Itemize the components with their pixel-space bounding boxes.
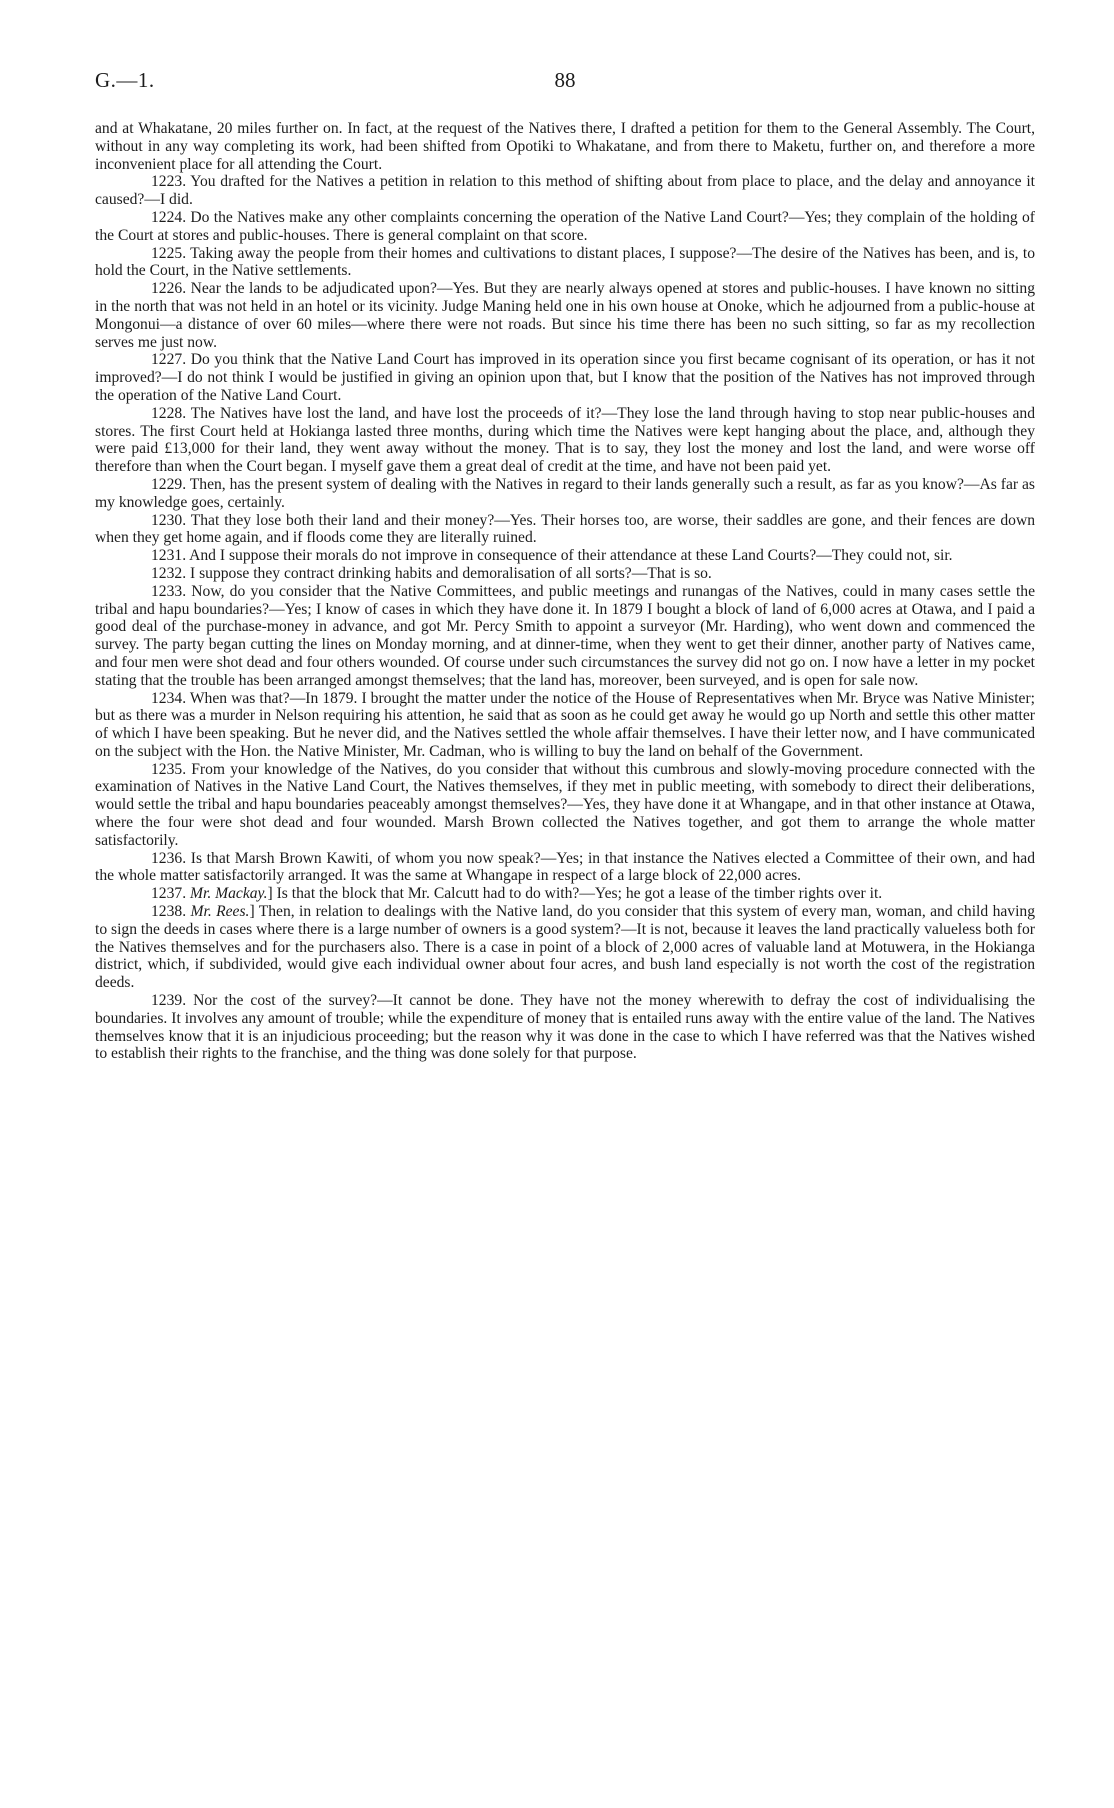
paragraph-1239: 1239. Nor the cost of the survey?—It cannot be done. They have not the money wherewith to defray the cost of individualising the boundaries. It involves any amount of trouble; while the expenditure of money that is entailed runs away with the entire value of the land. The Natives themselves know that it is an injudicious proceeding; but the reason why it was done in the case to which I have referred was that the Natives wished to establish their rights to the franchise, and the thing was done solely for that purpose. — [95, 992, 1035, 1063]
paragraph-1232: 1232. I suppose they contract drinking habits and demoralisation of all sorts?—That is so. — [151, 564, 712, 582]
question-number: 1237. — [151, 885, 187, 903]
paragraph-1227: 1227. Do you think that the Native Land Court has improved in its operation since you first became cognisant of its operation, or has it not improved?—I do not think I would be justified in giving an opinion upon that, but I know that the position of the Natives has not improved through the operation of the Native Land Court. — [95, 351, 1035, 404]
speaker-name: Mr. Mackay. — [190, 885, 268, 903]
paragraph-1237 — [95, 885, 1035, 903]
paragraph-1236: 1236. Is that Marsh Brown Kawiti, of whom you now speak?—Yes; in that instance the Natives elected a Committee of their own, and had the whole matter satisfactorily arranged. It was the same at Whangape in respect of a large block of 22,000 acres. — [95, 849, 1035, 885]
paragraph-1224: 1224. Do the Natives make any other complaints concerning the operation of the Native Land Court?—Yes; they complain of the holding of the Court at stores and public-houses. There is general complaint on that score. — [95, 208, 1035, 244]
paragraph-1225: 1225. Taking away the people from their homes and cultivations to distant places, I suppose?—The desire of the Natives has been, and is, to hold the Court, in the Native settlements. — [95, 244, 1035, 280]
paragraph-1233: 1233. Now, do you consider that the Native Committees, and public meetings and runangas of the Natives, could in many cases settle the tribal and hapu boundaries?—Yes; I know of cases in which they have done it. In 1879 I bought a block of land of 6,000 acres at Otawa, and I paid a good deal of the purchase-money in advance, and got Mr. Percy Smith to appoint a surveyor (Mr. Harding), who went down and commenced the survey. The party began cutting the lines on Monday morning, and at dinner-time, when they went to get their dinner, another party of Natives came, and four men were shot dead and four others wounded. Of course under such circumstances the survey did not go on. I now have a letter in my pocket stating that the trouble has been arranged amongst themselves; that the land has, moreover, been surveyed, and is open for sale now. — [95, 582, 1035, 689]
page-header — [95, 68, 1035, 98]
question-text: ] Is that the block that Mr. Calcutt had to do with?—Yes; he got a lease of the timber rights over it. — [267, 885, 883, 903]
paragraph-1231: 1231. And I suppose their morals do not improve in consequence of their attendance at these Land Courts?—They could not, sir. — [151, 547, 953, 565]
paragraph-continued: and at Whakatane, 20 miles further on. In fact, at the request of the Natives there, I drafted a petition for them to the General Assembly. The Court, without in any way completing its work, had been shifted from Opotiki to Whakatane, and from there to Maketu, further on, and therefore a more inconvenient place for all attending the Court. — [95, 120, 1035, 173]
paragraph-1238: 1238. Mr. Rees.] Then, in relation to dealings with the Native land, do you consider that this system of every man, woman, and child having to sign the deeds in cases where there is a large number of owners is a good system?—It is not, because it leaves the land practically valueless both for the Natives themselves and for the purchasers also. There is a case in point of a block of 2,000 acres of valuable land at Motuwera, in the Hokianga district, which, if subdivided, would give each individual owner about four acres, and bush land especially is not worth the cost of the registration deeds. — [95, 903, 1036, 992]
paragraph-1229: 1229. Then, has the present system of dealing with the Natives in regard to their lands generally such a result, as far as you know?—As far as my knowledge goes, certainly. — [95, 475, 1035, 511]
page-body — [95, 120, 1035, 1063]
page-number: 88 — [554, 68, 576, 92]
paragraph-1226: 1226. Near the lands to be adjudicated upon?—Yes. But they are nearly always opened at stores and public-houses. I have known no sitting in the north that was not held in an hotel or its vicinity. Judge Maning held one in his own house at Onoke, which he adjourned from a public-house at Mongonui—a distance of over 60 miles—where there were not roads. But since his time there has been no such sitting, so far as my recollection serves me just now. — [95, 280, 1035, 351]
paragraph-1228: 1228. The Natives have lost the land, and have lost the proceeds of it?—They lose the land through having to stop near public-houses and stores. The first Court held at Hokianga lasted three months, during which time the Natives were kept hanging about the place, and, although they were paid £13,000 for their land, they went away without the money. That is to say, they lost the money and lost the land, and were worse off therefore than when the Court began. I myself gave them a great deal of credit at the time, and have not been paid yet. — [95, 404, 1035, 476]
document-code: G.—1. — [95, 68, 155, 92]
paragraph-1230: 1230. That they lose both their land and their money?—Yes. Their horses too, are worse, their saddles are gone, and their fences are down when they get home again, and if floods come they are literally ruined. — [95, 511, 1035, 547]
paragraph-1235: 1235. From your knowledge of the Natives, do you consider that without this cumbrous and slowly-moving procedure connected with the examination of Natives in the Native Land Court, the Natives themselves, if they met in public meeting, with somebody to direct their deliberations, would settle the tribal and hapu boundaries peaceably amongst themselves?—Yes, they have done it at Whangape, and in that other instance at Otawa, where the four were shot dead and four wounded. Marsh Brown collected the Natives together, and got them to arrange the whole matter satisfactorily. — [95, 760, 1035, 849]
paragraph-1234: 1234. When was that?—In 1879. I brought the matter under the notice of the House of Representatives when Mr. Bryce was Native Minister; but as there was a murder in Nelson requiring his attention, he said that as soon as he could get away he would go up North and settle this other matter of which I have been speaking. But he never did, and the Natives settled the whole affair themselves. I have their letter now, and I have communicated on the subject with the Hon. the Native Minister, Mr. Cadman, who is willing to buy the land on behalf of the Government. — [95, 689, 1035, 760]
speaker-name: Mr. Rees. — [190, 903, 250, 921]
paragraph-1223: 1223. You drafted for the Natives a petition in relation to this method of shifting about from place to place, and the delay and annoyance it caused?—I did. — [95, 173, 1035, 209]
